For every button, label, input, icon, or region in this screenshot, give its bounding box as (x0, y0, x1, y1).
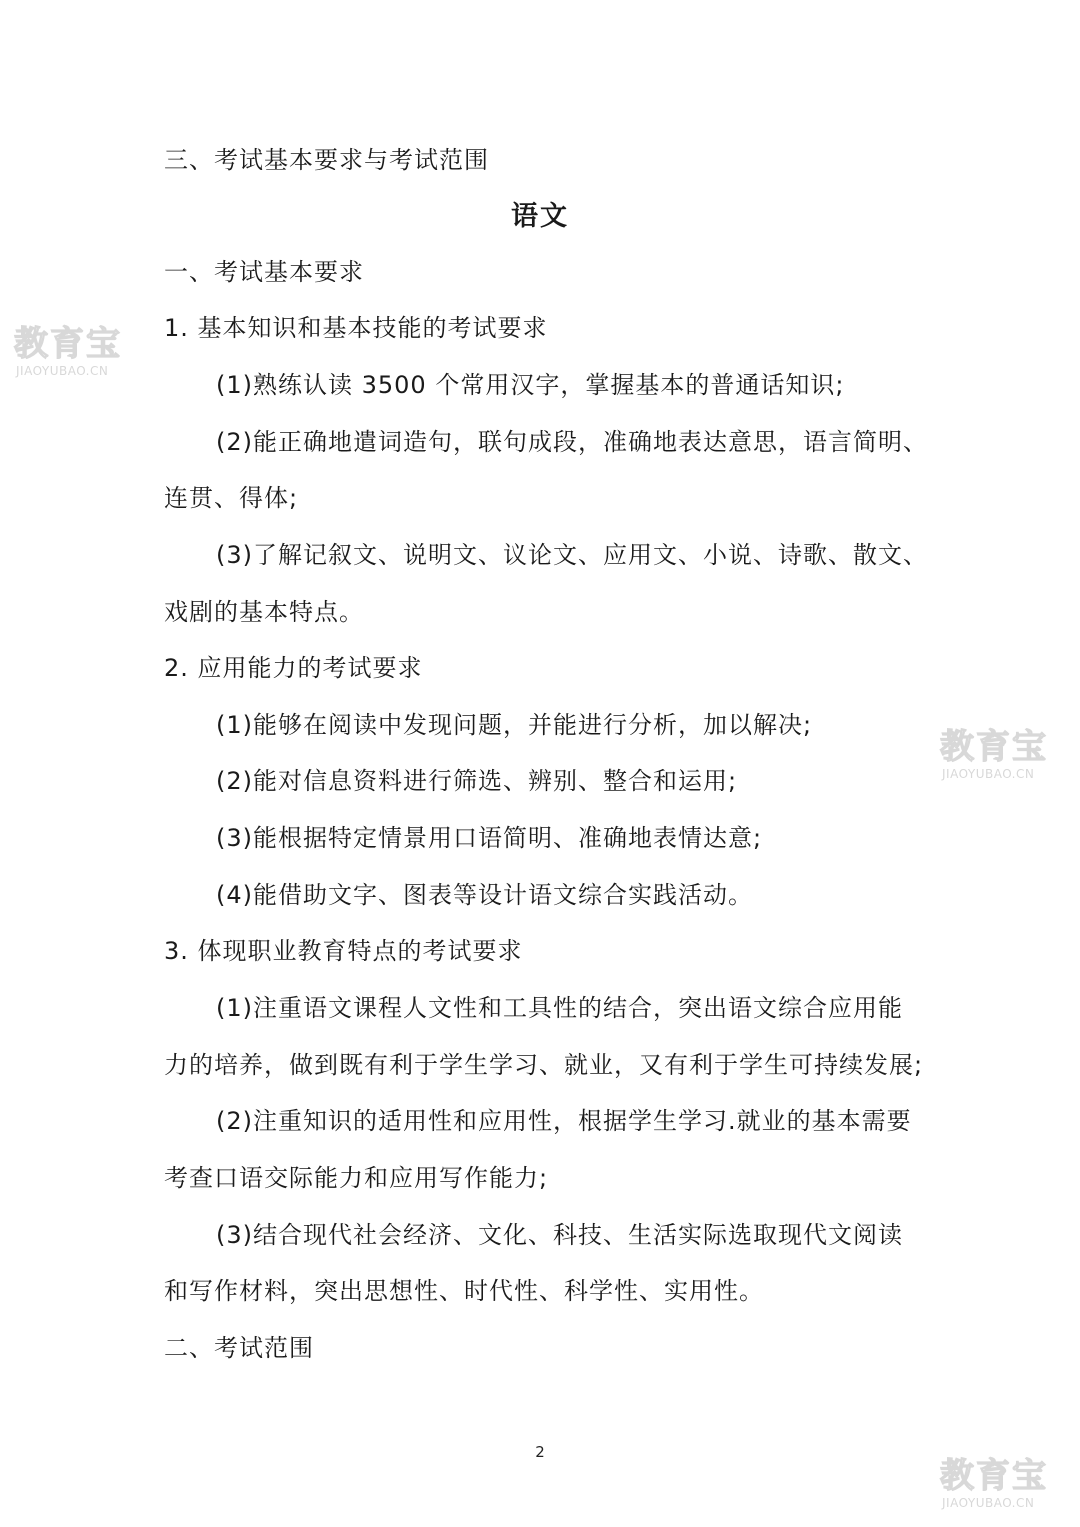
watermark-text: 教育宝 (14, 324, 122, 364)
watermark-logo (940, 727, 1060, 791)
paragraph-line: 考查口语交际能力和应用写作能力; (164, 1164, 549, 1192)
watermark-sub: JIAOYUBAO.CN (942, 767, 1035, 781)
paragraph-line: 戏剧的基本特点。 (164, 598, 364, 626)
watermark-logo (940, 1456, 1060, 1520)
paragraph-line: (1)能够在阅读中发现问题，并能进行分析，加以解决; (216, 711, 813, 739)
page-number: 2 (535, 1443, 545, 1461)
paragraph-line: 和写作材料，突出思想性、时代性、科学性、实用性。 (164, 1277, 764, 1305)
watermark-sub: JIAOYUBAO.CN (942, 1496, 1035, 1510)
paragraph-line: (4)能借助文字、图表等设计语文综合实践活动。 (216, 881, 753, 909)
watermark-text: 教育宝 (940, 1456, 1048, 1496)
watermark-text: 教育宝 (940, 727, 1048, 767)
paragraph-line: (3)了解记叙文、说明文、议论文、应用文、小说、诗歌、散文、 (216, 541, 928, 569)
paragraph-line: (1)熟练认读 3500 个常用汉字，掌握基本的普通话知识; (216, 371, 845, 399)
paragraph-line: (2)注重知识的适用性和应用性，根据学生学习.就业的基本需要 (216, 1107, 912, 1135)
paragraph-line: 连贯、得体; (164, 484, 299, 512)
paragraph-line: (3)能根据特定情景用口语简明、准确地表情达意; (216, 824, 763, 852)
subject-title: 语文 (511, 201, 569, 232)
part1-heading: 一、考试基本要求 (164, 258, 364, 286)
paragraph-line: (2)能对信息资料进行筛选、辨别、整合和运用; (216, 767, 738, 795)
paragraph-line: (3)结合现代社会经济、文化、科技、生活实际选取现代文阅读 (216, 1221, 903, 1249)
paragraph-line: 力的培养，做到既有利于学生学习、就业，又有利于学生可持续发展; (164, 1051, 924, 1079)
item3-heading: 3. 体现职业教育特点的考试要求 (164, 937, 523, 965)
watermark-logo (14, 324, 134, 388)
watermark-sub: JIAOYUBAO.CN (16, 364, 109, 378)
section-heading: 三、考试基本要求与考试范围 (164, 146, 489, 174)
paragraph-line: (2)能正确地遣词造句，联句成段，准确地表达意思，语言简明、 (216, 428, 928, 456)
part2-heading: 二、考试范围 (164, 1334, 314, 1362)
item1-heading: 1. 基本知识和基本技能的考试要求 (164, 314, 548, 342)
item2-heading: 2. 应用能力的考试要求 (164, 654, 423, 682)
paragraph-line: (1)注重语文课程人文性和工具性的结合，突出语文综合应用能 (216, 994, 903, 1022)
